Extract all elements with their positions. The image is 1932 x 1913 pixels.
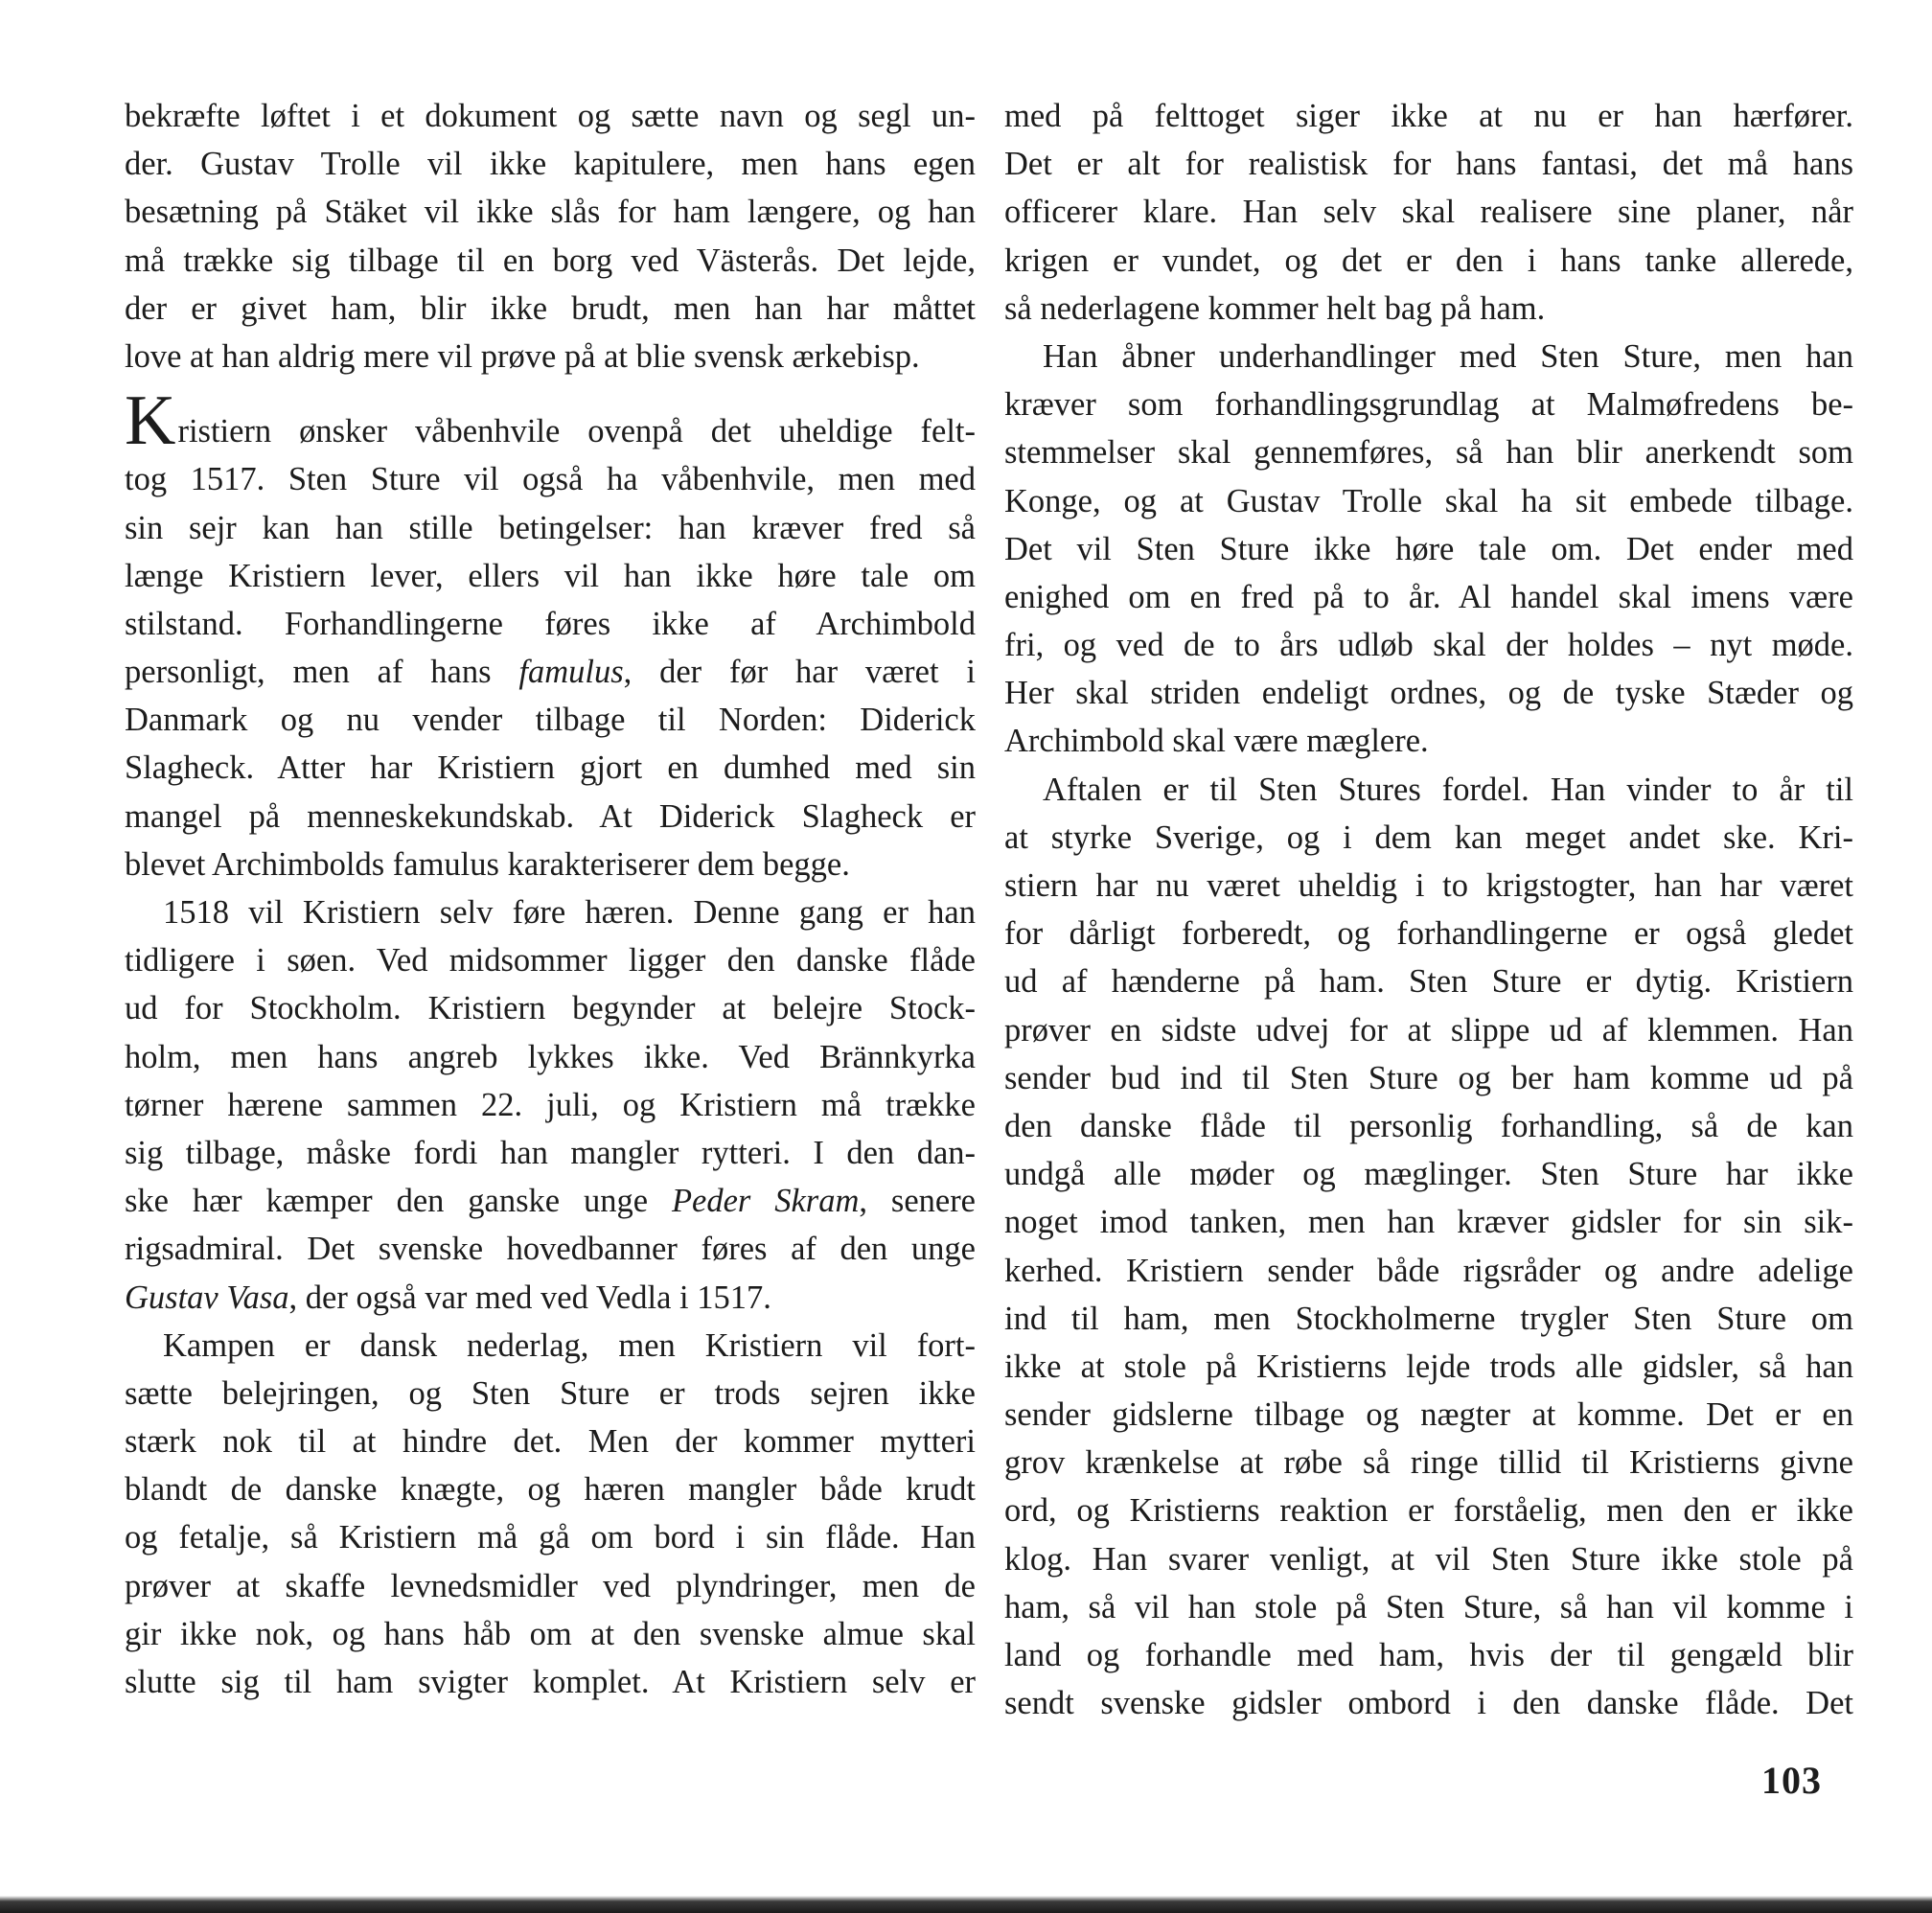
page-bottom-edge xyxy=(0,1896,1932,1913)
text-line: sin sejr kan han stille betingelser: han kræver fred så xyxy=(125,509,976,546)
text-line: ikke at stole på Kristierns lejde trods alle gidsler, så han xyxy=(1004,1348,1853,1385)
text-line: prøver en sidste udvej for at slippe ud af klemmen. Han xyxy=(1004,1011,1853,1049)
text-line: Kampen er dansk nederlag, men Kristiern vil fort- xyxy=(163,1326,976,1364)
text-line: Danmark og nu vender tilbage til Norden: Diderick xyxy=(125,702,976,739)
text-line: stilstand. Forhandlingerne føres ikke af Archimbold xyxy=(125,605,976,642)
text-line: 1518 vil Kristiern selv føre hæren. Denne gang er han xyxy=(163,894,976,931)
text-line: for dårligt forberedt, og forhandlingerne er også gledet xyxy=(1004,915,1853,953)
text-line: og fetalje, så Kristiern må gå om bord i sin flåde. Han xyxy=(125,1519,976,1556)
text-line: slutte sig til ham svigter komplet. At Kristiern selv er xyxy=(125,1664,976,1700)
italic-text: Peder Skram xyxy=(671,1183,860,1220)
text-line: grov krænkelse at røbe så ringe tillid til Kristierns givne xyxy=(1004,1444,1853,1482)
text-line: sig tilbage, måske fordi han mangler rytteri. I den dan- xyxy=(125,1134,976,1171)
text-line: Slagheck. Atter har Kristiern gjort en dumhed med sin xyxy=(125,749,976,787)
text-line: at styrke Sverige, og i dem kan meget andet ske. Kri- xyxy=(1004,818,1853,856)
text-line: ud af hænderne på ham. Sten Sture er dytig. Kristiern xyxy=(1004,963,1853,1001)
text-line: må trække sig tilbage til en borg ved Västerås. Det lejde, xyxy=(125,242,976,279)
text-line: stiern har nu været uheldig i to krigstogter, han har været xyxy=(1004,867,1853,904)
text-line: sender bud ind til Sten Sture og ber ham komme ud på xyxy=(1004,1059,1853,1096)
text-line: land og forhandle med ham, hvis der til gengæld blir xyxy=(1004,1637,1853,1673)
text-line: bekræfte løftet i et dokument og sætte navn og segl un- xyxy=(125,98,976,134)
text-line: sætte belejringen, og Sten Sture er trods sejren ikke xyxy=(125,1374,976,1412)
line-text: , der også var med ved Vedla i 1517. xyxy=(288,1279,771,1316)
text-line: Her skal striden endeligt ordnes, og de tyske Stæder og xyxy=(1004,675,1853,712)
text-line: Det vil Sten Sture ikke høre tale om. Det ender med xyxy=(1004,530,1853,567)
text-line: Det er alt for realistisk for hans fantasi, det må hans xyxy=(1004,146,1853,183)
text-line: tørner hærene sammen 22. juli, og Kristiern må trække xyxy=(125,1086,976,1123)
text-line xyxy=(125,648,976,696)
text-line: fri, og ved de to års udløb skal der holdes – nyt møde. xyxy=(1004,627,1853,664)
text-line: undgå alle møder og mæglinger. Sten Sture har ikke xyxy=(1004,1156,1853,1193)
line-text: ristiern ønsker våbenhvile ovenpå det uheldige felt- xyxy=(177,413,976,450)
italic-text: famulus xyxy=(518,654,624,691)
text-line: prøver at skaffe levnedsmidler ved plyndringer, men de xyxy=(125,1567,976,1604)
text-line: der. Gustav Trolle vil ikke kapitulere, men hans egen xyxy=(125,146,976,183)
text-line: holm, men hans angreb lykkes ikke. Ved Brännkyrka xyxy=(125,1038,976,1075)
text-line: gir ikke nok, og hans håb om at den svenske almue skal xyxy=(125,1615,976,1652)
text-line: sender gidslerne tilbage og nægter at komme. Det er en xyxy=(1004,1396,1853,1434)
text-line: så nederlagene kommer helt bag på ham. xyxy=(1004,289,1546,327)
text-line: ind til ham, men Stockholmerne trygler Sten Sture om xyxy=(1004,1300,1853,1337)
page-number: 103 xyxy=(1761,1759,1822,1802)
text-line: Aftalen er til Sten Stures fordel. Han vinder to år til xyxy=(1043,771,1853,808)
text-line: med på felttoget siger ikke at nu er han hærfører. xyxy=(1004,98,1853,134)
paragraph-gap xyxy=(125,380,976,407)
text-line: kerhed. Kristiern sender både rigsråder og andre adelige xyxy=(1004,1252,1853,1289)
text-line: stærk nok til at hindre det. Men der kommer mytteri xyxy=(125,1423,976,1461)
line-text: , der før har været i xyxy=(623,654,976,691)
text-line: længe Kristiern lever, ellers vil han ikke høre tale om xyxy=(125,557,976,594)
text-line: Konge, og at Gustav Trolle skal ha sit embede tilbage. xyxy=(1004,482,1853,519)
left-text-column xyxy=(125,92,976,1706)
text-line: noget imod tanken, men han kræver gidsler for sin sik- xyxy=(1004,1204,1853,1241)
text-line: krigen er vundet, og det er den i hans tanke allerede, xyxy=(1004,242,1853,279)
line-text: , senere xyxy=(859,1183,976,1220)
text-line: ud for Stockholm. Kristiern begynder at belejre Stock- xyxy=(125,990,976,1027)
line-text: personligt, men af hans xyxy=(125,654,519,691)
text-line: sendt svenske gidsler ombord i den danske flåde. Det xyxy=(1004,1685,1853,1722)
text-line: der er givet ham, blir ikke brudt, men han har måttet xyxy=(125,289,976,327)
text-line: tidligere i søen. Ved midsommer ligger den danske flåde xyxy=(125,942,976,980)
text-line: klog. Han svarer venligt, at vil Sten Sture ikke stole på xyxy=(1004,1540,1853,1578)
text-line: love at han aldrig mere vil prøve på at blie svensk ærkebisp. xyxy=(125,337,920,375)
text-line xyxy=(125,1274,976,1322)
text-line: stemmelser skal gennemføres, så han blir anerkendt som xyxy=(1004,434,1853,472)
text-line: blevet Archimbolds famulus karakteriserer dem begge. xyxy=(125,845,850,883)
text-line: enighed om en fred på to år. Al handel skal imens være xyxy=(1004,578,1853,615)
text-line: mangel på menneskekundskab. At Diderick Slagheck er xyxy=(125,797,976,835)
line-text: ske hær kæmper den ganske unge xyxy=(125,1183,672,1220)
text-line: Han åbner underhandlinger med Sten Sture, men han xyxy=(1043,337,1853,375)
drop-cap: K xyxy=(125,381,176,461)
text-line: blandt de danske knægte, og hæren mangler både krudt xyxy=(125,1471,976,1509)
text-line: ord, og Kristierns reaktion er forståelig, men den er ikke xyxy=(1004,1492,1853,1530)
text-line: besætning på Stäket vil ikke slås for ham længere, og han xyxy=(125,194,976,231)
text-line: officerer klare. Han selv skal realisere sine planer, når xyxy=(1004,194,1853,231)
text-line xyxy=(125,1177,976,1225)
text-line xyxy=(125,381,976,461)
text-line: rigsadmiral. Det svenske hovedbanner føres af den unge xyxy=(125,1231,976,1268)
text-line: ham, så vil han stole på Sten Sture, så han vil komme i xyxy=(1004,1588,1853,1625)
right-text-column xyxy=(1004,92,1853,1727)
italic-text: Gustav Vasa xyxy=(125,1279,289,1316)
text-line: kræver som forhandlingsgrundlag at Malmøfredens be- xyxy=(1004,386,1853,424)
text-line: den danske flåde til personlig forhandling, så de kan xyxy=(1004,1107,1853,1144)
text-line: Archimbold skal være mæglere. xyxy=(1004,723,1429,760)
text-line: tog 1517. Sten Sture vil også ha våbenhvile, men med xyxy=(125,461,976,498)
